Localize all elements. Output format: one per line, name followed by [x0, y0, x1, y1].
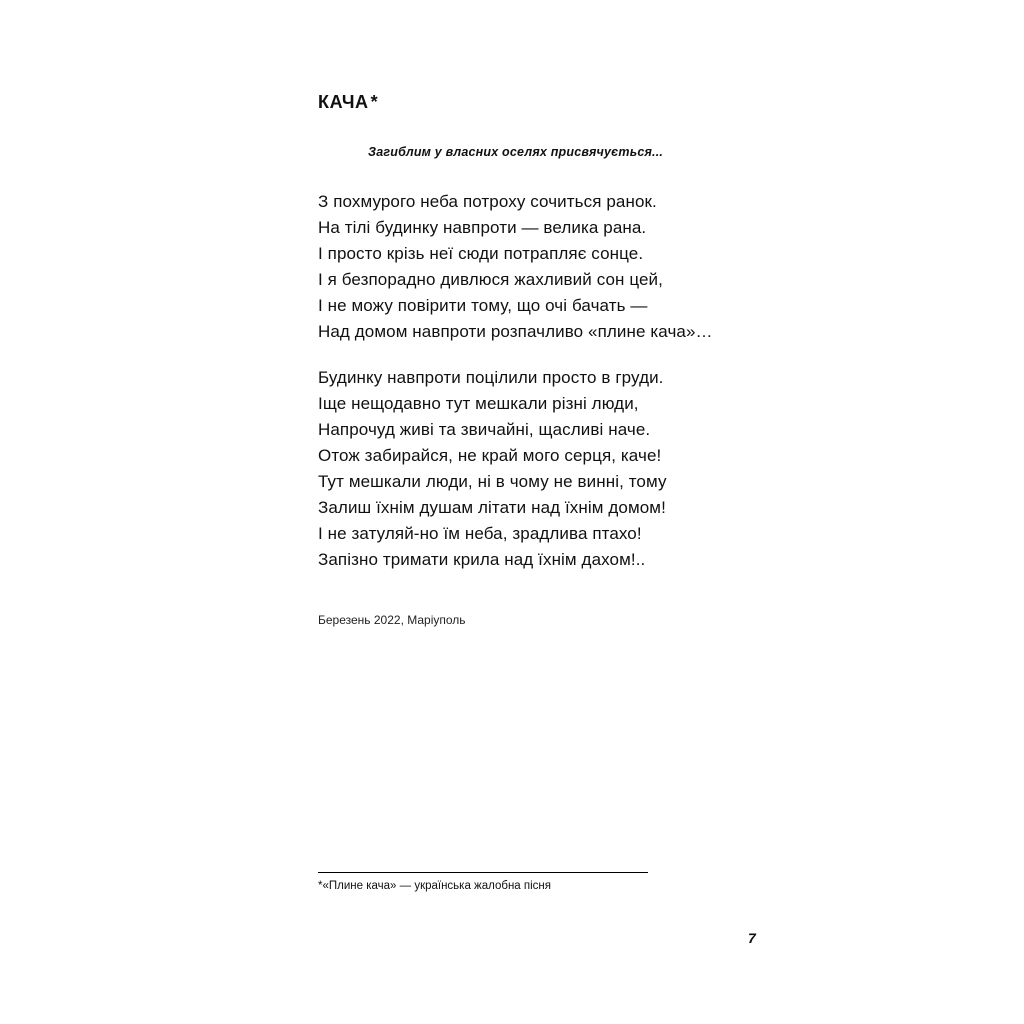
- poem-title-text: КАЧА: [318, 92, 369, 112]
- poem-line: Залиш їхнім душам літати над їхнім домом!: [318, 498, 666, 517]
- poem-stanza-1: [318, 189, 788, 345]
- poem-line: Напрочуд живі та звичайні, щасливі наче.: [318, 420, 651, 439]
- poem-line: Запізно тримати крила над їхнім дахом!..: [318, 550, 646, 569]
- title-asterisk: *: [370, 92, 379, 112]
- poem-line: Тут мешкали люди, ні в чому не винні, тому: [318, 472, 667, 491]
- poem-line: Іще нещодавно тут мешкали різні люди,: [318, 394, 639, 413]
- poem-line: Будинку навпроти поцілили просто в груди.: [318, 368, 664, 387]
- poem-line: І я безпорадно дивлюся жахливий сон цей,: [318, 270, 663, 289]
- page-title: [318, 92, 788, 113]
- poem-line: Отож забирайся, не край мого серця, каче!: [318, 446, 662, 465]
- poem-line: Над домом навпроти розпачливо «плине кача»…: [318, 322, 713, 341]
- poem-line: З похмурого неба потроху сочиться ранок.: [318, 192, 657, 211]
- poem-stanza-2: [318, 365, 788, 573]
- poem-line: І не можу повірити тому, що очі бачать —: [318, 296, 648, 315]
- poem-line: І просто крізь неї сюди потрапляє сонце.: [318, 244, 644, 263]
- poem-line: І не затуляй-но їм неба, зрадлива птахо!: [318, 524, 642, 543]
- page-number: 7: [748, 930, 756, 946]
- dedication-text: Загиблим у власних оселях присвячується...: [368, 145, 664, 159]
- date-location: Березень 2022, Маріуполь: [318, 613, 466, 627]
- poem-content: [318, 92, 788, 627]
- footnote: [318, 872, 648, 892]
- poem-line: На тілі будинку навпроти — велика рана.: [318, 218, 647, 237]
- footnote-text: *«Плине кача» — українська жалобна пісня: [318, 880, 552, 892]
